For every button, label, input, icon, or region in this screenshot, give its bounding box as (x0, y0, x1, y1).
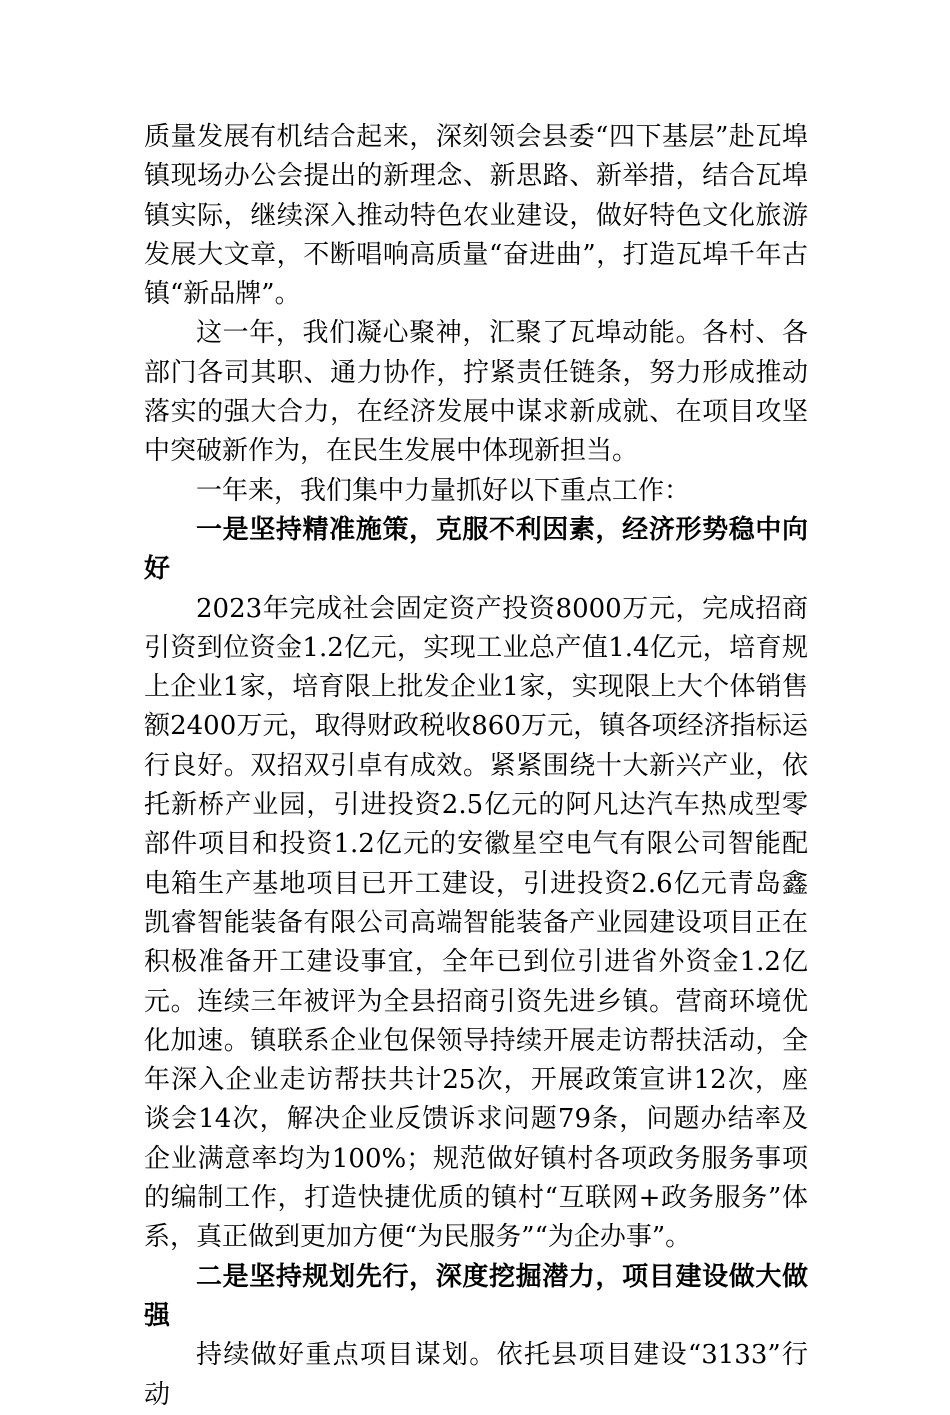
document-page (144, 118, 808, 1415)
paragraph-strategy-summary: 质量发展有机结合起来，深刻领会县委“四下基层”赴瓦埠镇现场办公会提出的新理念、新思路、新举措，结合瓦埠镇实际，继续深入推动特色农业建设，做好特色文化旅游发展大文章，不断唱响高质量“奋进曲”，打造瓦埠千年古镇“新品牌”。 (144, 122, 808, 310)
paragraph-economy-details: 2023年完成社会固定资产投资8000万元，完成招商引资到位资金1.2亿元，实现工业总产值1.4亿元，培育规上企业1家，培育限上批发企业1家，实现限上大个体销售额2400万元，取得财政税收860万元，镇各项经济指标运行良好。双招双引卓有成效。紧紧围绕十大新兴产业，依托新桥产业园，引进投资2.5亿元的阿凡达汽车热成型零部件项目和投资1.2亿元的安徽星空电气有限公司智能配电箱生产基地项目已开工建设，引进投资2.6亿元青岛鑫凯睿智能装备有限公司高端智能装备产业园建设项目正在积极准备开工建设事宜，全年已到位引进省外资金1.2亿元。连续三年被评为全县招商引资先进乡镇。营商环境优化加速。镇联系企业包保领导持续开展走访帮扶活动，全年深入企业走访帮扶共计25次，开展政策宣讲12次，座谈会14次，解决企业反馈诉求问题79条，问题办结率及企业满意率均为100%；规范做好镇村各项政务服务事项的编制工作，打造快捷优质的镇村“互联网+政务服务”体系，真正做到更加方便“为民服务”“为企办事”。 (144, 593, 808, 1253)
section-heading-economy: 一是坚持精准施策，克服不利因素，经济形势稳中向好 (144, 514, 808, 585)
paragraph-key-work-intro: 一年来，我们集中力量抓好以下重点工作： (196, 475, 691, 506)
section-heading-projects: 二是坚持规划先行，深度挖掘潜力，项目建设做大做强 (144, 1261, 808, 1331)
paragraph-project-planning: 持续做好重点项目谋划。依托县项目建设“3133”行动 (144, 1340, 808, 1410)
paragraph-year-overview: 这一年，我们凝心聚神，汇聚了瓦埠动能。各村、各部门各司其职、通力协作，拧紧责任链条，努力形成推动落实的强大合力，在经济发展中谋求新成就、在项目攻坚中突破新作为，在民生发展中体现新担当。 (144, 318, 808, 467)
